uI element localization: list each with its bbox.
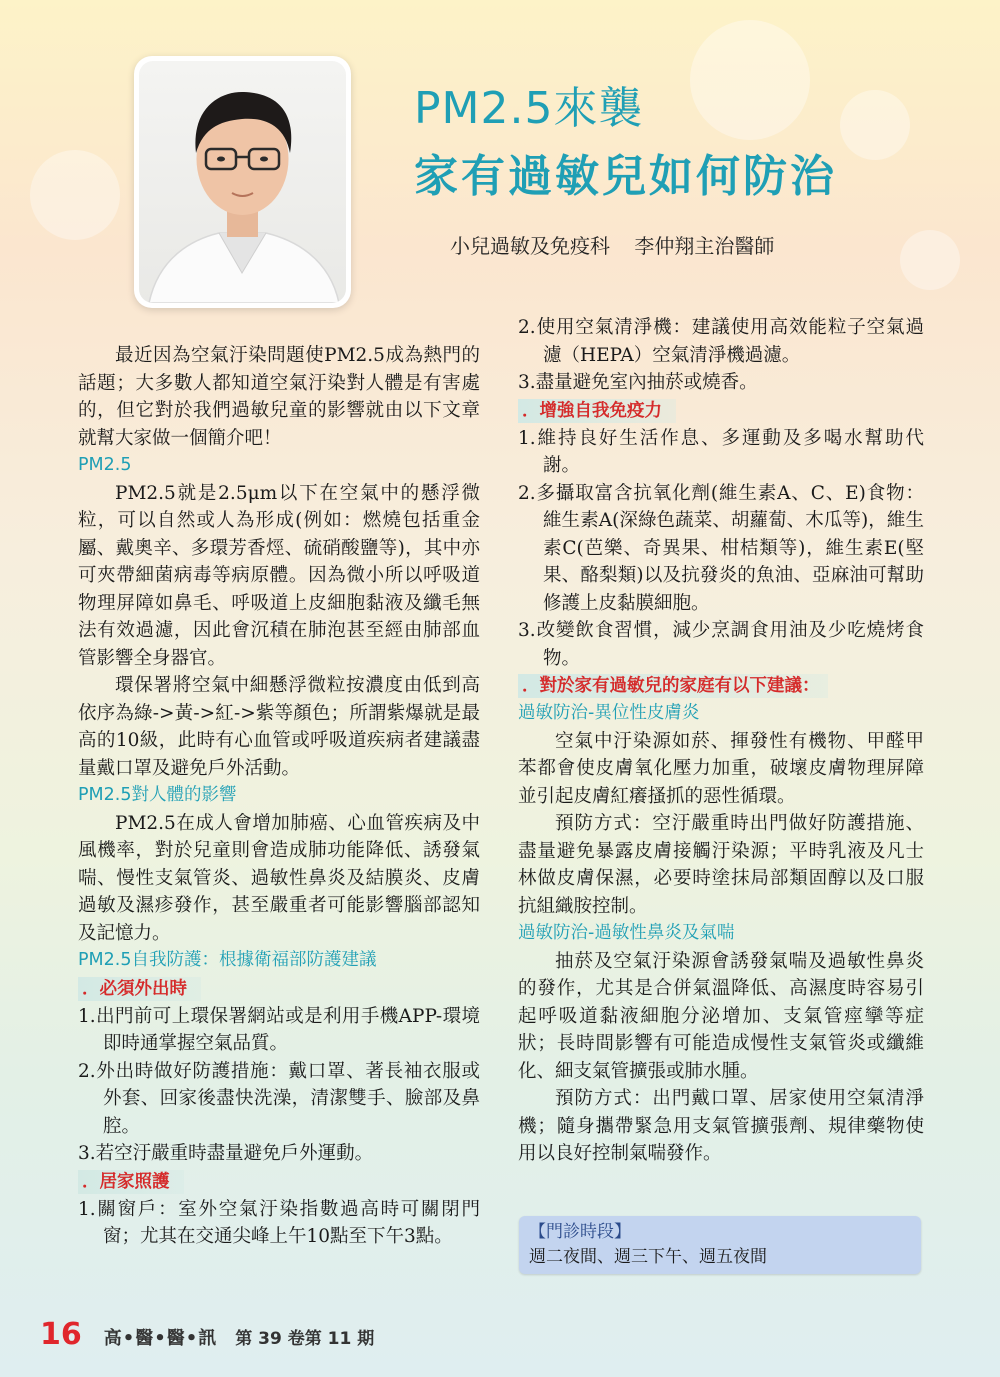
bullet-heading-home-care: ．居家照護	[78, 1170, 184, 1194]
background-bokeh	[840, 90, 910, 160]
author-name: 李仲翔主治醫師	[634, 234, 775, 258]
intro-paragraph: 最近因為空氣汙染問題使PM2.5成為熱門的話題；大多數人都知道空氣汙染對人體是有害處的，但它對於我們過敏兒童的影響就由以下文章就幫大家做一個簡介吧！	[78, 345, 480, 449]
list-item: 1.出門前可上環保署網站或是利用手機APP-環境即時通掌握空氣品質。	[78, 1005, 480, 1054]
section-heading-pm25: PM2.5	[78, 455, 132, 475]
magazine-name: 高•醫•醫•訊	[103, 1328, 218, 1349]
article-title-line1: PM2.5來襲	[414, 83, 644, 134]
section-heading-atopic-dermatitis: 過敏防治-異位性皮膚炎	[518, 703, 700, 723]
clinic-hours-heading: 【門診時段】	[529, 1222, 631, 1242]
background-bokeh	[30, 150, 120, 240]
paragraph: 環保署將空氣中細懸浮微粒按濃度由低到高依序為綠->黃->紅->紫等顏色；所謂紫爆就是最高的10級，此時有心血管或呼吸道疾病者建議盡量戴口罩及避免戶外活動。	[78, 675, 480, 779]
paragraph: 空氣中汙染源如菸、揮發性有機物、甲醛甲苯都會使皮膚氧化壓力加重，破壞皮膚物理屏障並引起皮膚紅癢搔抓的惡性循環。	[518, 730, 924, 807]
clinic-hours-times: 週二夜間、週三下午、週五夜間	[529, 1247, 767, 1267]
bullet-heading-going-out: ．必須外出時	[78, 977, 201, 1001]
background-bokeh	[900, 230, 960, 290]
byline	[450, 230, 774, 259]
list-item: 2.多攝取富含抗氧化劑(維生素A、C、E)食物：維生素A(深綠色蔬菜、胡蘿蔔、木瓜等)，維生素C(芭樂、奇異果、柑桔類等)，維生素E(堅果、酪梨類)以及抗發炎的魚油、亞麻油可幫助修護上皮黏膜細胞。	[518, 482, 924, 614]
list-item: 2.使用空氣清淨機：建議使用高效能粒子空氣過濾（HEPA）空氣清淨機過濾。	[518, 317, 924, 366]
author-photo	[134, 56, 351, 308]
bullet-heading-family-advice: ．對於家有過敏兒的家庭有以下建議：	[518, 674, 828, 698]
background-bokeh	[690, 20, 810, 140]
list-item: 1.關窗戶：室外空氣汙染指數過高時可關閉門窗；尤其在交通尖峰上午10點至下午3點。	[78, 1198, 480, 1247]
paragraph: PM2.5就是2.5μm以下在空氣中的懸浮微粒，可以自然或人為形成(例如：燃燒包括重金屬、戴奧辛、多環芳香烴、硫硝酸鹽等)，其中亦可夾帶細菌病毒等病原體。因為微小所以呼吸道物理屏障如鼻毛、呼吸道上皮細胞黏液及纖毛無法有效過濾，因此會沉積在肺泡甚至經由肺部血管影響全身器官。	[78, 482, 480, 669]
clinic-hours-box	[519, 1216, 921, 1274]
paragraph: 預防方式：空汙嚴重時出門做好防護措施、盡量避免暴露皮膚接觸汙染源；平時乳液及凡士林做皮膚保濕，必要時塗抹局部類固醇以及口服抗組織胺控制。	[518, 813, 924, 917]
list-item: 2.外出時做好防護措施：戴口罩、著長袖衣服或外套、回家後盡快洗澡，清潔雙手、臉部及鼻腔。	[78, 1060, 480, 1137]
paragraph: 抽菸及空氣汙染源會誘發氣喘及過敏性鼻炎的發作，尤其是合併氣溫降低、高濕度時容易引起呼吸道黏液細胞分泌增加、支氣管痙攣等症狀；長時間影響有可能造成慢性支氣管炎或纖維化、細支氣管擴張或肺水腫。	[518, 950, 924, 1082]
paragraph: PM2.5在成人會增加肺癌、心血管疾病及中風機率，對於兒童則會造成肺功能降低、誘發氣喘、慢性支氣管炎、過敏性鼻炎及結膜炎、皮膚過敏及濕疹發作，甚至嚴重者可能影響腦部認知及記憶力。	[78, 812, 480, 944]
page-number: 16	[40, 1317, 82, 1352]
article-title-line2: 家有過敏兒如何防治	[414, 151, 837, 202]
right-column	[518, 314, 924, 1168]
page-footer	[40, 1317, 375, 1352]
left-column	[78, 342, 480, 1251]
bullet-heading-immunity: ．增強自我免疫力	[518, 399, 676, 423]
paragraph: 預防方式：出門戴口罩、居家使用空氣清淨機；隨身攜帶緊急用支氣管擴張劑、規律藥物使用以良好控制氣喘發作。	[518, 1088, 924, 1164]
list-item: 3.盡量避免室內抽菸或燒香。	[518, 372, 758, 393]
issue-info: 第 39 卷第 11 期	[235, 1329, 375, 1349]
section-heading-self-protection: PM2.5自我防護：根據衛福部防護建議	[78, 950, 377, 970]
list-item: 3.若空汙嚴重時盡量避免戶外運動。	[78, 1143, 374, 1164]
portrait-illustration	[139, 61, 346, 303]
section-heading-rhinitis-asthma: 過敏防治-過敏性鼻炎及氣喘	[518, 923, 735, 943]
section-heading-health-effects: PM2.5對人體的影響	[78, 785, 237, 805]
list-item: 1.維持良好生活作息、多運動及多喝水幫助代謝。	[518, 427, 924, 476]
department-name: 小兒過敏及免疫科	[450, 234, 610, 258]
list-item: 3.改變飲食習慣，減少烹調食用油及少吃燒烤食物。	[518, 620, 924, 669]
